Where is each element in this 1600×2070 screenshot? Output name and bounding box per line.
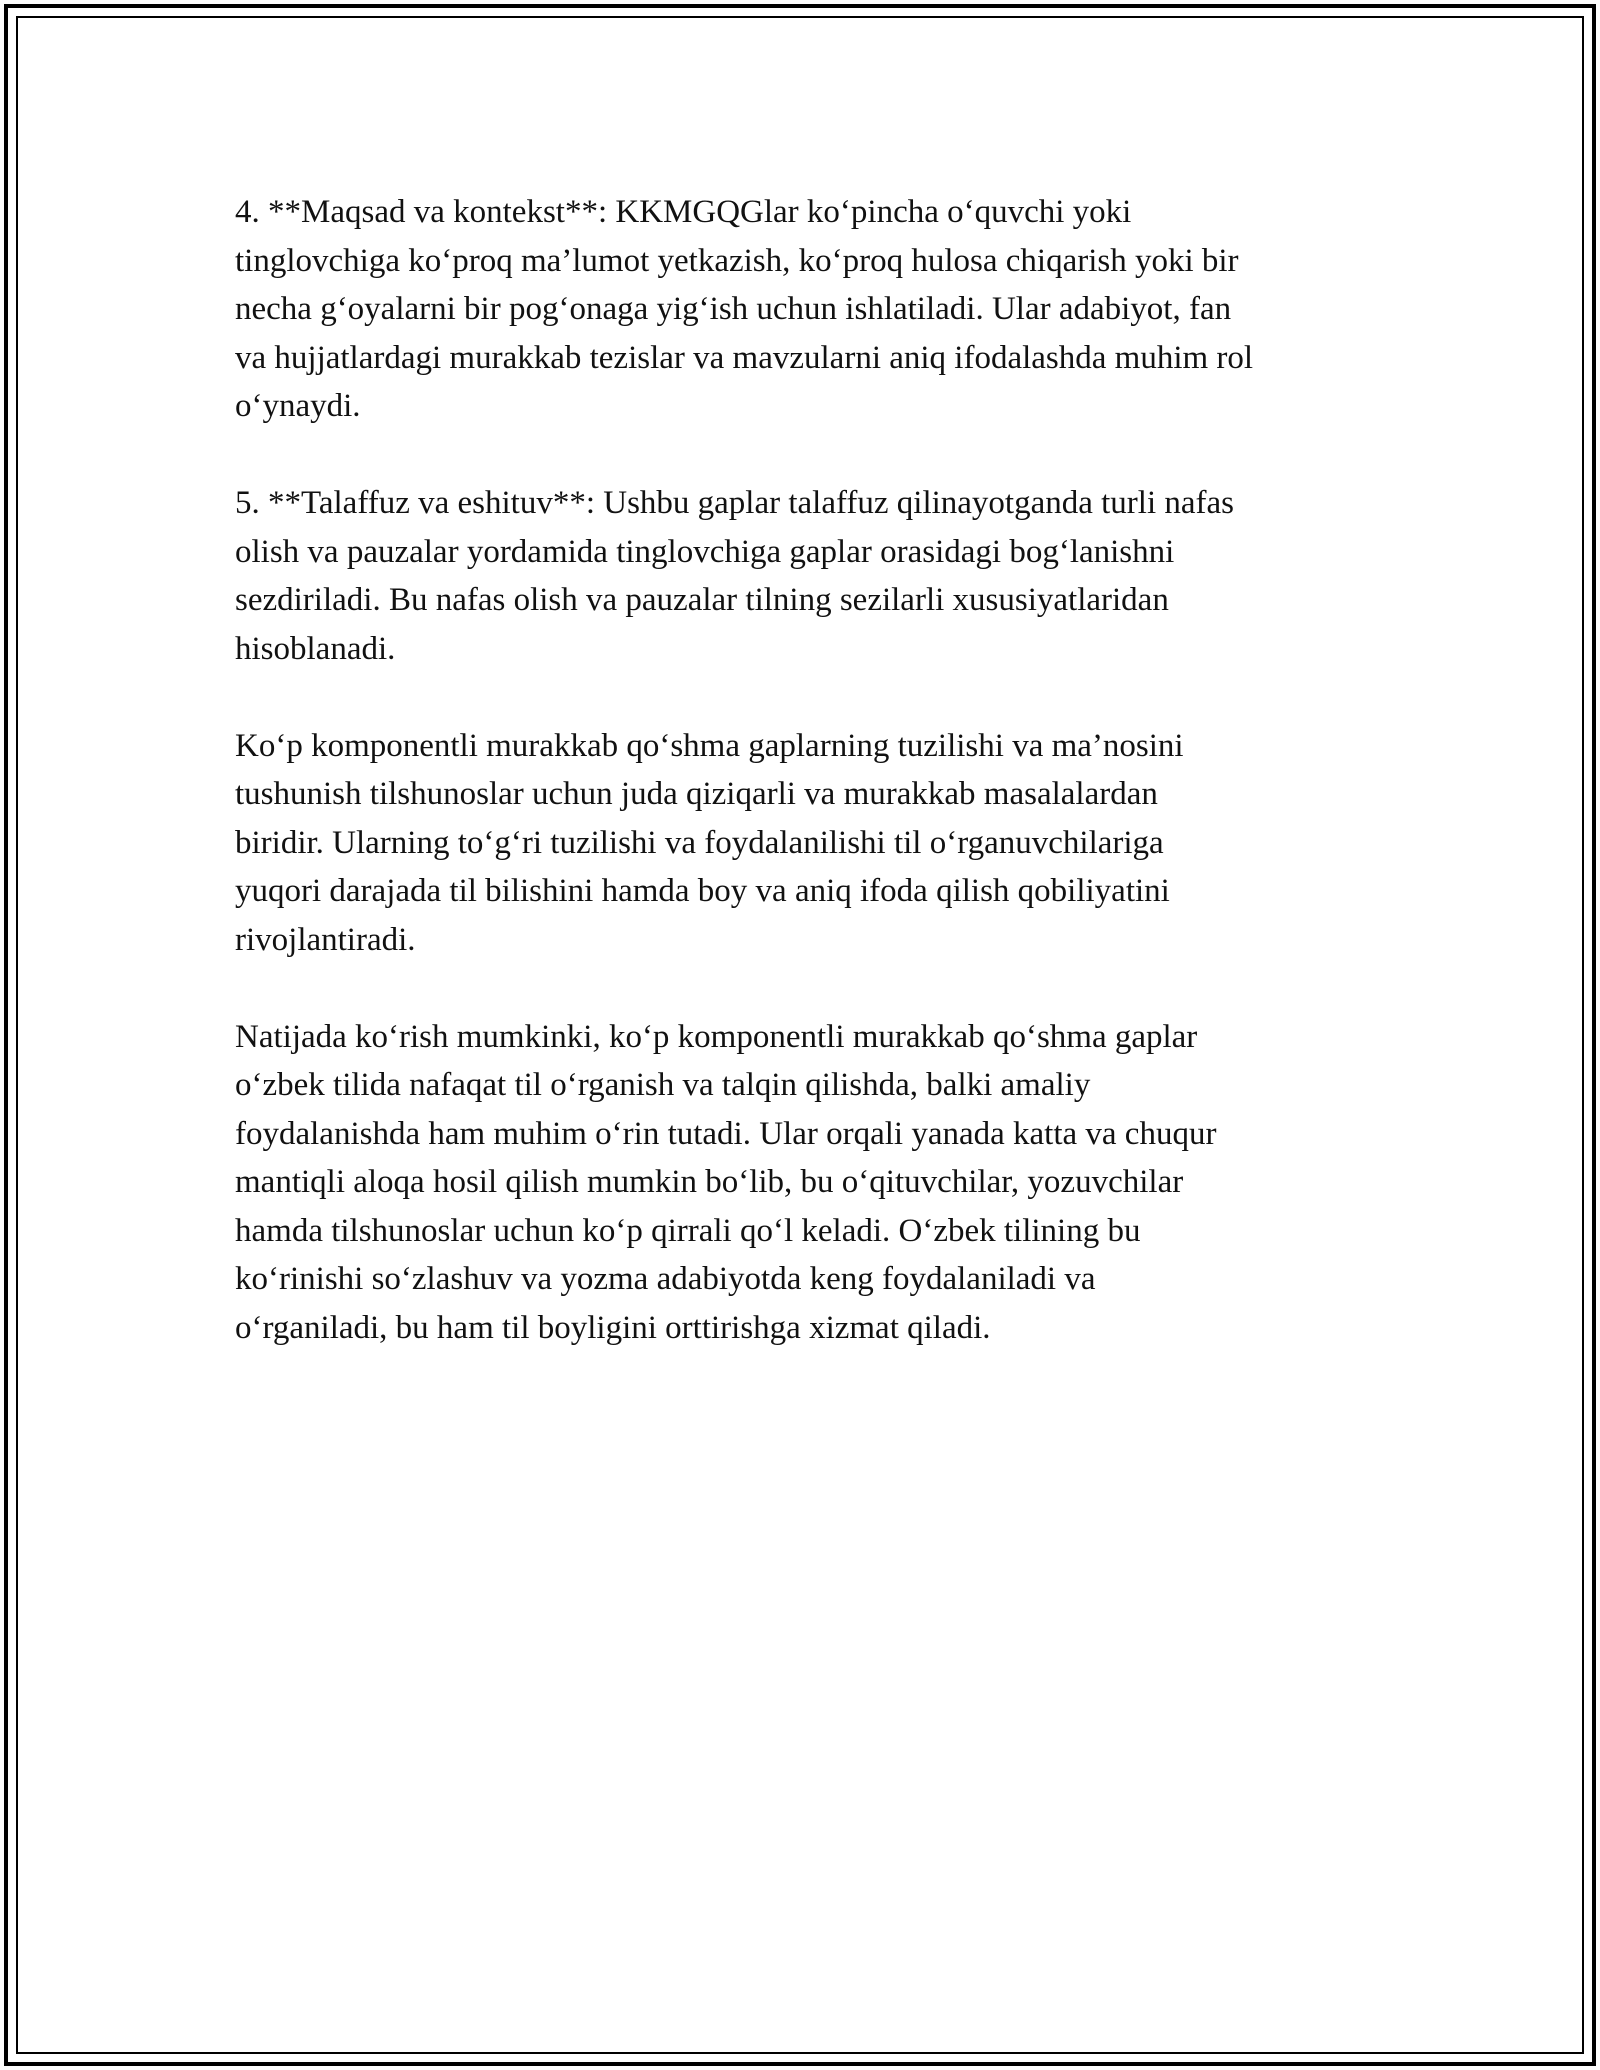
paragraph-tuzilishi-va-manosi: Ko‘p komponentli murakkab qo‘shma gaplarning tuzilishi va ma’nosini tushunish tilshunoslar uchun juda qiziqarli va murakkab masalalardan biridir. Ularning to‘g‘ri tuzilishi va foydalanilishi til o‘rganuvchilariga yuqori darajada til bilishini hamda boy va aniq ifoda qilish qobiliyatini rivojlantiradi. [235,727,1184,958]
paragraph-maqsad-va-kontekst: 4. **Maqsad va kontekst**: KKMGQGlar ko‘pincha o‘quvchi yoki tinglovchiga ko‘proq ma’lumot yetkazish, ko‘proq hulosa chiqarish yoki bir necha g‘oyalarni bir pog‘onaga yig‘ish uchun ishlatiladi. Ular adabiyot, fan va hujjatlardagi murakkab tezislar va mavzularni aniq ifodalashda muhim rol o‘ynaydi. [235,194,1254,424]
paragraph-natija: Natijada ko‘rish mumkinki, ko‘p komponentli murakkab qo‘shma gaplar o‘zbek tilida nafaqat til o‘rganish va talqin qilishda, balki amaliy foydalanishda ham muhim o‘rin tutadi. Ular orqali yanada katta va chuqur mantiqli aloqa hosil qilish mumkin bo‘lib, bu o‘qituvchilar, yozuvchilar hamda tilshunoslar uchun ko‘p qirrali qo‘l keladi. O‘zbek tilining bu ko‘rinishi so‘zlashuv va yozma adabiyotda keng foydalaniladi va o‘rganiladi, bu ham til boyligini orttirishga xizmat qiladi. [235,1018,1217,1346]
paragraph-talaffuz-va-eshituv: 5. **Talaffuz va eshituv**: Ushbu gaplar talaffuz qilinayotganda turli nafas olish va pauzalar yordamida tinglovchiga gaplar orasidagi bog‘lanishni sezdiriladi. Bu nafas olish va pauzalar tilning sezilarli xususiyatlaridan hisoblanadi. [235,485,1235,667]
document-body [235,188,1375,1401]
